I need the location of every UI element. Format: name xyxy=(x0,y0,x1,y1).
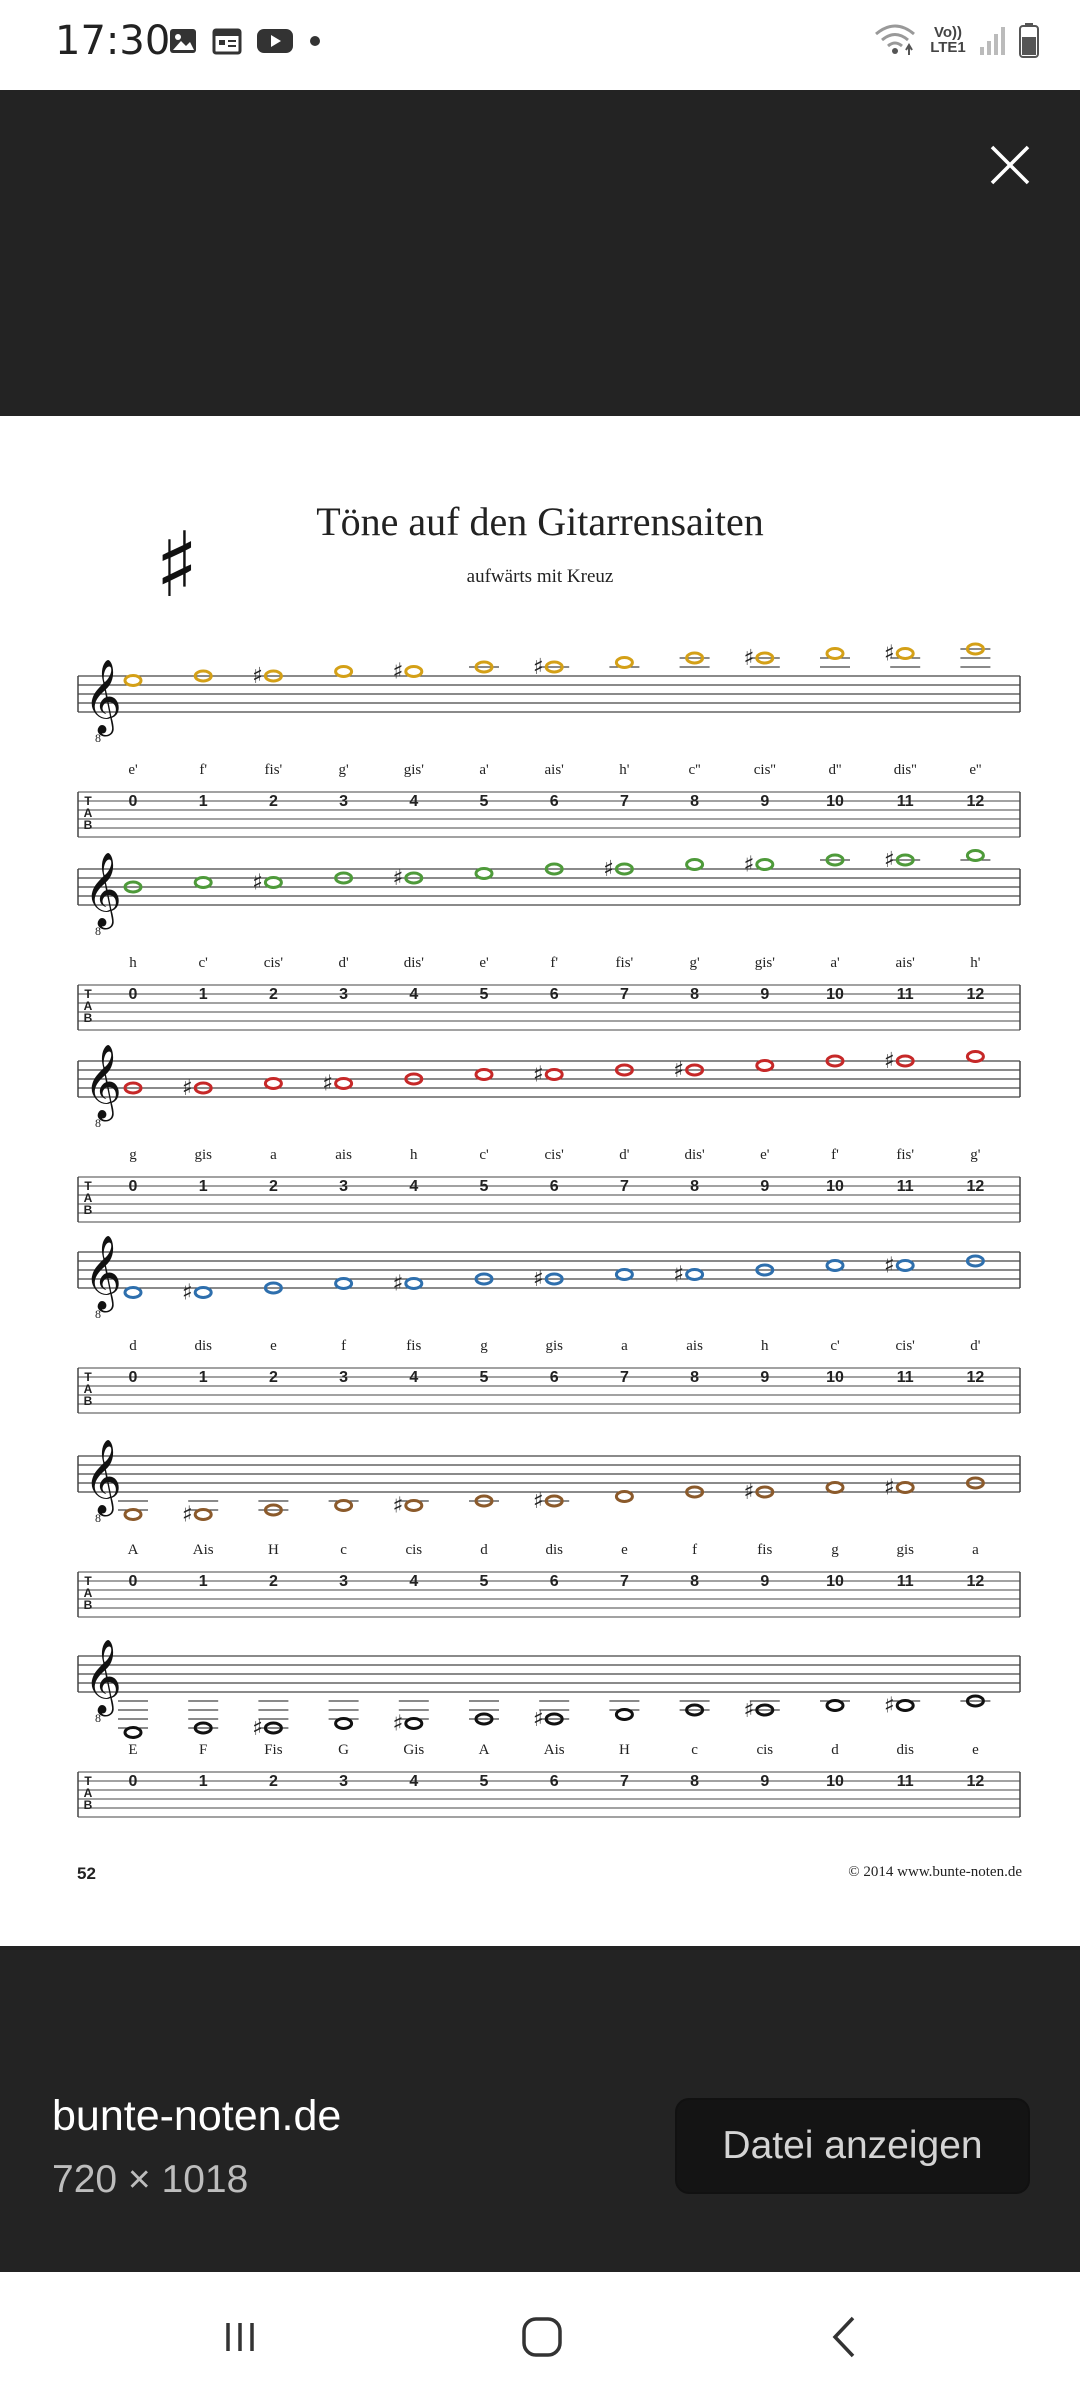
fret-number: 2 xyxy=(268,1178,278,1195)
fret-number: 1 xyxy=(198,793,208,810)
note-name: gis xyxy=(896,1542,914,1558)
tab-letter: T xyxy=(84,1370,92,1384)
fret-number: 1 xyxy=(198,1369,208,1386)
sharp-sign: ♯ xyxy=(743,852,755,878)
youtube-icon xyxy=(256,26,294,56)
wifi-icon xyxy=(872,20,918,60)
note-name: c' xyxy=(479,1147,489,1163)
tab-letter: A xyxy=(83,1191,93,1205)
tab-letter: B xyxy=(83,1203,93,1217)
home-button[interactable] xyxy=(512,2312,572,2362)
sharp-sign: ♯ xyxy=(883,1475,895,1501)
fret-number: 0 xyxy=(128,986,138,1003)
note-name: H xyxy=(618,1742,630,1758)
fret-number: 3 xyxy=(339,793,349,810)
note-name: ais' xyxy=(544,762,564,778)
octave-mark: 8 xyxy=(95,1116,101,1130)
note-name: f' xyxy=(831,1147,839,1163)
note-head xyxy=(827,649,843,659)
fret-number: 5 xyxy=(479,1573,489,1590)
note-name: ais' xyxy=(895,955,915,971)
fret-number: 10 xyxy=(826,1178,844,1195)
fret-number: 6 xyxy=(549,1573,559,1590)
tab-letter: B xyxy=(83,818,93,832)
fret-number: 12 xyxy=(966,1178,985,1195)
fret-number: 3 xyxy=(339,1773,349,1790)
note-head xyxy=(897,1483,913,1493)
note-name: h' xyxy=(619,762,630,778)
note-head xyxy=(125,1510,141,1520)
note-name: F xyxy=(199,1742,208,1758)
note-name: E xyxy=(128,1742,138,1758)
note-head xyxy=(406,1279,422,1289)
sharp-sign: ♯ xyxy=(181,1076,193,1101)
note-head xyxy=(967,1052,983,1062)
sharp-sign: ♯ xyxy=(743,1480,755,1505)
home-icon xyxy=(519,2314,565,2360)
note-name: Ais xyxy=(543,1742,565,1758)
close-icon[interactable] xyxy=(985,140,1035,190)
note-head xyxy=(897,649,913,659)
note-head xyxy=(265,1079,281,1089)
note-name: fis' xyxy=(615,955,634,971)
note-head xyxy=(616,658,632,668)
sharp-sign: ♯ xyxy=(392,1271,404,1297)
fret-number: 1 xyxy=(198,1573,208,1590)
tab-letter: A xyxy=(83,999,93,1013)
fret-number: 7 xyxy=(619,986,629,1003)
fret-number: 12 xyxy=(966,793,985,810)
staff-systems xyxy=(0,416,1080,1946)
sharp-sign: ♯ xyxy=(743,646,755,671)
big-sharp-symbol: ♯ xyxy=(155,513,199,618)
fret-number: 6 xyxy=(549,1178,559,1195)
tab-letter: A xyxy=(83,1786,93,1800)
note-name: f' xyxy=(199,762,208,778)
note-name: ais xyxy=(335,1147,352,1163)
note-name: d xyxy=(129,1338,137,1354)
note-name: h xyxy=(761,1338,769,1354)
note-name: h xyxy=(129,955,137,971)
note-name: dis' xyxy=(403,955,424,971)
note-name: c xyxy=(691,1742,698,1758)
status-icons-right xyxy=(872,20,1040,60)
fret-number: 3 xyxy=(339,986,349,1003)
note-name: dis' xyxy=(684,1147,705,1163)
note-head xyxy=(336,1279,352,1289)
note-name: e xyxy=(270,1338,277,1354)
fret-number: 10 xyxy=(826,1369,844,1386)
note-head xyxy=(336,1079,352,1089)
note-name: fis xyxy=(757,1542,773,1558)
sheet-subtitle: aufwärts mit Kreuz xyxy=(466,566,614,587)
tab-letter: T xyxy=(84,987,92,1001)
note-name: gis' xyxy=(754,955,775,971)
sharp-sign: ♯ xyxy=(252,870,263,896)
note-head xyxy=(897,1701,913,1711)
calendar-icon xyxy=(212,26,242,56)
note-name: f xyxy=(341,1338,347,1354)
fret-number: 1 xyxy=(198,1773,208,1790)
status-bar xyxy=(0,0,1080,90)
note-name: g' xyxy=(970,1147,981,1163)
note-name: fis xyxy=(406,1338,422,1354)
back-icon xyxy=(825,2314,865,2360)
note-name: cis xyxy=(405,1542,423,1558)
fret-number: 11 xyxy=(896,1773,914,1790)
status-time: 17:30 xyxy=(55,18,171,64)
tab-letter: A xyxy=(83,1382,93,1396)
sharp-sign: ♯ xyxy=(392,1493,404,1519)
fret-number: 6 xyxy=(549,1369,559,1386)
fret-number: 4 xyxy=(409,1573,419,1590)
image-icon xyxy=(168,26,198,56)
treble-clef-icon: 𝄞 xyxy=(84,1236,122,1310)
note-name: A xyxy=(127,1542,139,1558)
treble-clef-icon: 𝄞 xyxy=(84,660,122,734)
tab-letter: T xyxy=(84,794,92,808)
tab-letter: T xyxy=(84,1179,92,1193)
fret-number: 1 xyxy=(198,986,208,1003)
back-button[interactable] xyxy=(815,2312,875,2362)
note-name: dis xyxy=(545,1542,563,1558)
note-head xyxy=(687,860,703,870)
note-name: d xyxy=(480,1542,488,1558)
fret-number: 11 xyxy=(896,793,914,810)
note-head xyxy=(616,1492,632,1502)
sharp-sign: ♯ xyxy=(883,1693,895,1719)
tab-letter: T xyxy=(84,1774,92,1788)
fret-number: 5 xyxy=(479,1178,489,1195)
fret-number: 8 xyxy=(690,1573,700,1590)
fret-number: 12 xyxy=(966,1573,985,1590)
fret-number: 8 xyxy=(690,1773,700,1790)
note-name: A xyxy=(478,1742,490,1758)
fret-number: 2 xyxy=(268,1773,278,1790)
fret-number: 2 xyxy=(268,1573,278,1590)
note-name: d' xyxy=(619,1147,630,1163)
note-head xyxy=(616,1270,632,1280)
fret-number: 7 xyxy=(619,1369,629,1386)
note-head xyxy=(336,1719,352,1729)
fret-number: 2 xyxy=(268,1369,278,1386)
note-name: cis'' xyxy=(753,762,776,778)
fret-number: 8 xyxy=(690,986,700,1003)
recents-icon xyxy=(220,2317,260,2357)
note-name: a xyxy=(621,1338,628,1354)
note-head xyxy=(897,1261,913,1271)
fret-number: 2 xyxy=(268,793,278,810)
fret-number: 10 xyxy=(826,1573,844,1590)
fret-number: 4 xyxy=(409,1178,419,1195)
fret-number: 7 xyxy=(619,793,629,810)
fret-number: 6 xyxy=(549,986,559,1003)
sharp-sign: ♯ xyxy=(883,1049,895,1074)
treble-clef-icon: 𝄞 xyxy=(84,1440,122,1514)
note-head xyxy=(195,1510,211,1520)
fret-number: 8 xyxy=(690,1369,700,1386)
note-name: h' xyxy=(970,955,981,971)
fret-number: 9 xyxy=(760,793,770,810)
tab-letter: A xyxy=(83,806,93,820)
page-number: 52 xyxy=(77,1864,96,1883)
tab-letter: B xyxy=(83,1011,93,1025)
note-name: e'' xyxy=(969,762,982,778)
dot-icon xyxy=(308,26,322,56)
fret-number: 0 xyxy=(128,1773,138,1790)
treble-clef-icon: 𝄞 xyxy=(84,1045,122,1119)
note-name: e xyxy=(972,1742,979,1758)
note-head xyxy=(406,1719,422,1729)
sharp-sign: ♯ xyxy=(181,1280,193,1306)
note-name: d'' xyxy=(828,762,842,778)
note-name: e' xyxy=(760,1147,770,1163)
signal-icon xyxy=(978,23,1008,57)
fret-number: 0 xyxy=(128,1178,138,1195)
note-name: cis xyxy=(756,1742,774,1758)
octave-mark: 8 xyxy=(95,1511,101,1525)
fret-number: 6 xyxy=(549,1773,559,1790)
fret-number: 12 xyxy=(966,986,985,1003)
note-name: gis' xyxy=(403,762,424,778)
fret-number: 7 xyxy=(619,1178,629,1195)
note-head xyxy=(336,1501,352,1511)
note-name: cis' xyxy=(544,1147,564,1163)
fret-number: 0 xyxy=(128,1369,138,1386)
note-head xyxy=(757,860,773,870)
sharp-sign: ♯ xyxy=(322,1071,333,1097)
navigation-bar xyxy=(0,2272,1080,2400)
fret-number: 12 xyxy=(966,1773,985,1790)
note-head xyxy=(827,1483,843,1493)
note-head xyxy=(757,1061,773,1071)
fret-number: 9 xyxy=(760,1369,770,1386)
fret-number: 7 xyxy=(619,1773,629,1790)
note-head xyxy=(827,1701,843,1711)
tab-letter: B xyxy=(83,1394,93,1408)
sharp-sign: ♯ xyxy=(532,1062,544,1088)
note-name: c' xyxy=(198,955,208,971)
note-name: G xyxy=(338,1742,350,1758)
note-name: cis' xyxy=(895,1338,915,1354)
tab-letter: A xyxy=(83,1586,93,1600)
note-name: c' xyxy=(830,1338,840,1354)
sharp-sign: ♯ xyxy=(392,866,404,891)
fret-number: 9 xyxy=(760,1773,770,1790)
note-head xyxy=(687,1270,703,1280)
note-name: gis xyxy=(545,1338,563,1354)
fret-number: 4 xyxy=(409,1369,419,1386)
sharp-sign: ♯ xyxy=(673,1058,684,1083)
volte-icon: Vo)) LTE1 xyxy=(930,24,966,56)
sheet-music-image xyxy=(0,416,1080,1946)
octave-mark: 8 xyxy=(95,1711,101,1725)
note-name: e' xyxy=(479,955,489,971)
note-head xyxy=(546,1070,562,1080)
fret-number: 12 xyxy=(966,1369,985,1386)
octave-mark: 8 xyxy=(95,731,101,745)
fret-number: 4 xyxy=(409,986,419,1003)
note-name: dis xyxy=(896,1742,914,1758)
fret-number: 10 xyxy=(826,1773,844,1790)
note-name: a' xyxy=(830,955,840,971)
note-name: dis xyxy=(194,1338,212,1354)
note-name: Ais xyxy=(192,1542,214,1558)
treble-clef-icon: 𝄞 xyxy=(84,1640,122,1714)
image-dimensions: 720 × 1018 xyxy=(52,2158,249,2201)
sheet-title: Töne auf den Gitarrensaiten xyxy=(316,499,764,544)
note-name: f' xyxy=(550,955,559,971)
fret-number: 11 xyxy=(896,1573,914,1590)
sharp-sign: ♯ xyxy=(743,1698,755,1723)
fret-number: 6 xyxy=(549,793,559,810)
note-name: cis' xyxy=(263,955,284,971)
note-name: a' xyxy=(479,762,489,778)
fret-number: 0 xyxy=(128,793,138,810)
note-name: a xyxy=(270,1147,277,1163)
fret-number: 0 xyxy=(128,1573,138,1590)
sharp-sign: ♯ xyxy=(392,659,404,685)
fret-number: 8 xyxy=(690,793,700,810)
open-file-button[interactable]: Datei anzeigen xyxy=(675,2098,1030,2194)
fret-number: 5 xyxy=(479,1773,489,1790)
note-name: d' xyxy=(970,1338,981,1354)
fret-number: 10 xyxy=(826,793,844,810)
note-head xyxy=(195,1288,211,1298)
note-head xyxy=(195,878,211,888)
source-site[interactable]: bunte-noten.de xyxy=(52,2092,342,2140)
note-head xyxy=(616,1710,632,1720)
sharp-sign: ♯ xyxy=(532,1489,544,1514)
note-name: g xyxy=(129,1147,137,1163)
fret-number: 3 xyxy=(339,1178,349,1195)
note-name: e xyxy=(621,1542,628,1558)
battery-icon xyxy=(1018,21,1040,59)
note-name: d xyxy=(831,1742,839,1758)
note-head xyxy=(827,1261,843,1271)
note-head xyxy=(967,851,983,861)
sharp-sign: ♯ xyxy=(252,1716,263,1741)
note-name: dis'' xyxy=(893,762,917,778)
note-name: c'' xyxy=(688,762,701,778)
recents-button[interactable] xyxy=(210,2312,270,2362)
sharp-sign: ♯ xyxy=(532,1707,544,1732)
fret-number: 9 xyxy=(760,1573,770,1590)
fret-number: 4 xyxy=(409,793,419,810)
note-head xyxy=(406,1501,422,1511)
note-name: c xyxy=(340,1542,347,1558)
fret-number: 1 xyxy=(198,1178,208,1195)
treble-clef-icon: 𝄞 xyxy=(84,853,122,927)
note-head xyxy=(125,1728,141,1738)
note-name: g xyxy=(480,1338,488,1354)
fret-number: 11 xyxy=(896,1178,914,1195)
tab-letter: T xyxy=(84,1574,92,1588)
octave-mark: 8 xyxy=(95,924,101,938)
sharp-sign: ♯ xyxy=(673,1262,684,1288)
note-name: Fis xyxy=(264,1742,283,1758)
note-head xyxy=(476,1070,492,1080)
sharp-sign: ♯ xyxy=(883,641,895,667)
note-name: Gis xyxy=(403,1742,425,1758)
note-name: a xyxy=(972,1542,979,1558)
note-name: g' xyxy=(338,762,349,778)
octave-mark: 8 xyxy=(95,1307,101,1321)
fret-number: 2 xyxy=(268,986,278,1003)
fret-number: 8 xyxy=(690,1178,700,1195)
tab-letter: B xyxy=(83,1798,93,1812)
fret-number: 5 xyxy=(479,986,489,1003)
fret-number: 5 xyxy=(479,1369,489,1386)
fret-number: 3 xyxy=(339,1369,349,1386)
fret-number: 11 xyxy=(896,986,914,1003)
sharp-sign: ♯ xyxy=(181,1502,193,1528)
note-name: d' xyxy=(338,955,349,971)
fret-number: 3 xyxy=(339,1573,349,1590)
note-head xyxy=(476,869,492,879)
note-name: f xyxy=(692,1542,698,1558)
note-name: ais xyxy=(686,1338,703,1354)
sharp-sign: ♯ xyxy=(883,1253,895,1279)
note-head xyxy=(125,676,141,686)
note-head xyxy=(125,1288,141,1298)
note-name: h xyxy=(410,1147,418,1163)
note-name: e' xyxy=(128,762,138,778)
copyright: © 2014 www.bunte-noten.de xyxy=(848,1864,1022,1880)
sharp-sign: ♯ xyxy=(252,664,263,689)
fret-number: 4 xyxy=(409,1773,419,1790)
note-name: fis' xyxy=(264,762,283,778)
note-head xyxy=(265,878,281,888)
note-name: fis' xyxy=(896,1147,915,1163)
note-name: gis xyxy=(194,1147,212,1163)
viewer-top-bar xyxy=(0,90,1080,416)
note-head xyxy=(336,667,352,677)
status-icons-left xyxy=(168,26,322,56)
sharp-sign: ♯ xyxy=(532,1267,544,1292)
fret-number: 7 xyxy=(619,1573,629,1590)
note-name: g xyxy=(831,1542,839,1558)
fret-number: 9 xyxy=(760,1178,770,1195)
sharp-sign: ♯ xyxy=(532,655,544,680)
fret-number: 10 xyxy=(826,986,844,1003)
note-head xyxy=(406,667,422,677)
sharp-sign: ♯ xyxy=(392,1711,404,1737)
note-name: g' xyxy=(689,955,700,971)
sharp-sign: ♯ xyxy=(883,848,895,873)
sharp-sign: ♯ xyxy=(603,857,614,882)
fret-number: 5 xyxy=(479,793,489,810)
fret-number: 9 xyxy=(760,986,770,1003)
fret-number: 11 xyxy=(896,1369,914,1386)
note-name: H xyxy=(267,1542,279,1558)
tab-letter: B xyxy=(83,1598,93,1612)
